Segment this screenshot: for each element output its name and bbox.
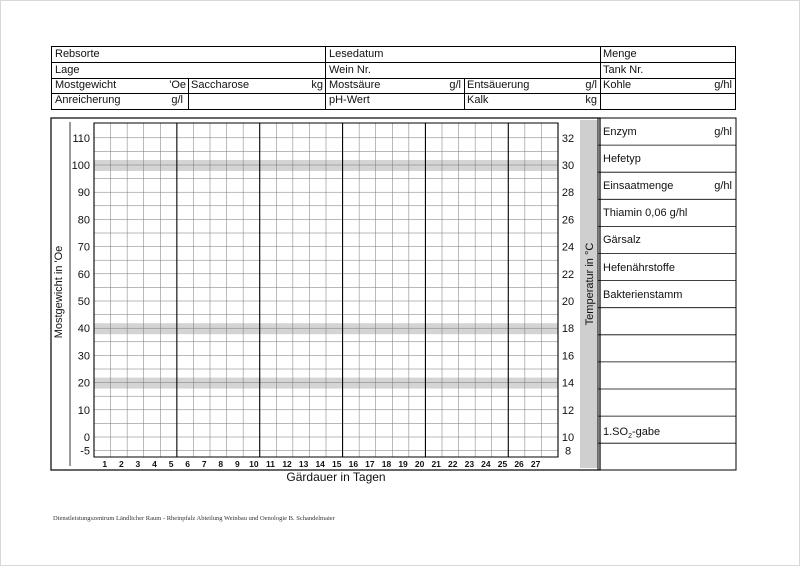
kohle-unit: g/hl (714, 79, 732, 91)
anreicherung-unit: g/l (171, 94, 183, 106)
x-tick-label: 8 (218, 459, 224, 469)
side-panel-item-label: Enzym (603, 126, 637, 138)
y2-tick-label: 30 (561, 160, 575, 172)
y-tick-label: 110 (72, 132, 90, 145)
x-tick-label: 24 (481, 459, 491, 469)
y2-tick-label: 26 (561, 214, 575, 227)
entsaeuerung-unit: g/l (585, 79, 597, 91)
x-tick-label: 7 (201, 459, 207, 469)
x-tick-label: 9 (234, 459, 240, 469)
y2-tick-label: 14 (561, 377, 575, 390)
x-tick-label: 5 (168, 459, 174, 469)
y-tick-label: 80 (77, 214, 90, 227)
x-tick-label: 4 (152, 459, 157, 469)
y2-tick-label: 10 (561, 432, 575, 444)
x-tick-label: 18 (381, 459, 392, 469)
side-panel-item-label: Gärsalz (603, 234, 641, 247)
lage-label: Lage (55, 64, 80, 76)
y-tick-label: 90 (77, 187, 90, 200)
lesedatum-label: Lesedatum (329, 48, 384, 60)
x-tick-label: 1 (102, 459, 108, 469)
side-panel-item-unit: g/hl (714, 180, 732, 193)
side-panel-item-label: Hefetyp (603, 153, 641, 166)
x-axis-label: Gärdauer in Tagen (286, 470, 386, 484)
side-panel-item-label: Thiamin 0,06 g/hl (603, 207, 688, 220)
y2-tick-label: 12 (561, 404, 575, 417)
rebsorte-label: Rebsorte (55, 48, 100, 60)
wein-nr-label: Wein Nr. (329, 64, 371, 76)
saccharose-label: Saccharose (191, 79, 250, 91)
y-tick-label: 40 (77, 323, 90, 336)
x-tick-label: 21 (431, 459, 441, 469)
y-tick-label: 50 (77, 296, 90, 308)
y2-tick-label: 8 (564, 445, 572, 458)
x-tick-label: 25 (497, 459, 508, 469)
x-tick-label: 10 (249, 459, 259, 469)
y-tick-label: 30 (77, 350, 90, 363)
side-panel-item-label: Einsaatmenge (603, 180, 674, 193)
x-tick-label: 23 (464, 459, 475, 469)
y-tick-label: 20 (77, 377, 90, 390)
y-tick-label: -5 (80, 445, 90, 458)
mostgewicht-label: Mostgewicht (55, 79, 117, 91)
y2-tick-label: 24 (561, 241, 575, 254)
y2-tick-label: 16 (561, 350, 575, 363)
y-tick-label: 10 (77, 404, 90, 417)
entsaeuerung-label: Entsäuerung (467, 79, 530, 91)
side-panel-item-label: Bakterienstamm (603, 288, 683, 301)
x-tick-label: 26 (514, 459, 524, 469)
x-tick-label: 16 (348, 459, 359, 469)
mostgewicht-unit: 'Oe (169, 79, 186, 91)
x-tick-label: 12 (282, 459, 292, 469)
side-panel-item-label: Hefenährstoffe (603, 261, 675, 274)
y2-axis-label: Temperatur in °C (584, 242, 596, 326)
tank-nr-label: Tank Nr. (603, 64, 644, 76)
y-tick-label: 70 (77, 241, 90, 254)
chart-grid (94, 123, 558, 457)
so2-prefix: 1.SO (603, 426, 629, 438)
x-tick-label: 17 (365, 459, 375, 469)
x-tick-label: 2 (118, 459, 124, 469)
saccharose-unit: kg (311, 79, 323, 91)
y2-axis-ticks (562, 133, 574, 458)
footer-text: Dienstleistungszentrum Ländlicher Raum - Rheinpfalz Abteilung Weinbau und Oenologie B. Schandelmaier (53, 515, 335, 522)
shaded-bands (94, 120, 598, 468)
y2-tick-label: 22 (561, 268, 575, 281)
kohle-label: Kohle (603, 79, 632, 91)
x-tick-label: 19 (398, 459, 408, 469)
so2-subscript: 2 (628, 433, 632, 441)
ph-wert-label: pH-Wert (329, 94, 370, 106)
x-tick-label: 11 (265, 459, 275, 469)
y-tick-label: 0 (83, 432, 90, 444)
so2-gabe-label (603, 425, 660, 444)
x-tick-label: 13 (298, 459, 309, 469)
y-axis-label: Mostgewicht in 'Oe (53, 245, 65, 339)
x-tick-label: 6 (185, 459, 190, 469)
x-tick-label: 20 (414, 459, 425, 469)
y2-tick-label: 32 (561, 132, 575, 145)
so2-suffix: -gabe (631, 426, 661, 438)
anreicherung-label: Anreicherung (55, 94, 121, 106)
menge-label: Menge (603, 48, 637, 60)
x-axis-ticks (102, 459, 540, 469)
y-tick-label: 60 (77, 268, 90, 281)
kalk-unit: kg (585, 94, 597, 106)
side-panel-item-unit: g/hl (714, 126, 732, 138)
mostsaeure-unit: g/l (449, 79, 461, 91)
x-tick-label: 14 (315, 459, 325, 469)
mostsaeure-label: Mostsäure (329, 79, 381, 91)
y2-tick-label: 28 (561, 187, 575, 200)
y2-tick-label: 18 (561, 323, 575, 336)
x-tick-label: 27 (530, 459, 541, 469)
y-tick-label: 100 (71, 160, 90, 172)
y2-tick-label: 20 (561, 296, 575, 308)
x-tick-label: 3 (135, 459, 141, 469)
x-tick-label: 15 (332, 459, 342, 469)
y-axis-ticks (72, 133, 90, 458)
kalk-label: Kalk (467, 94, 489, 106)
x-tick-label: 22 (448, 459, 458, 469)
